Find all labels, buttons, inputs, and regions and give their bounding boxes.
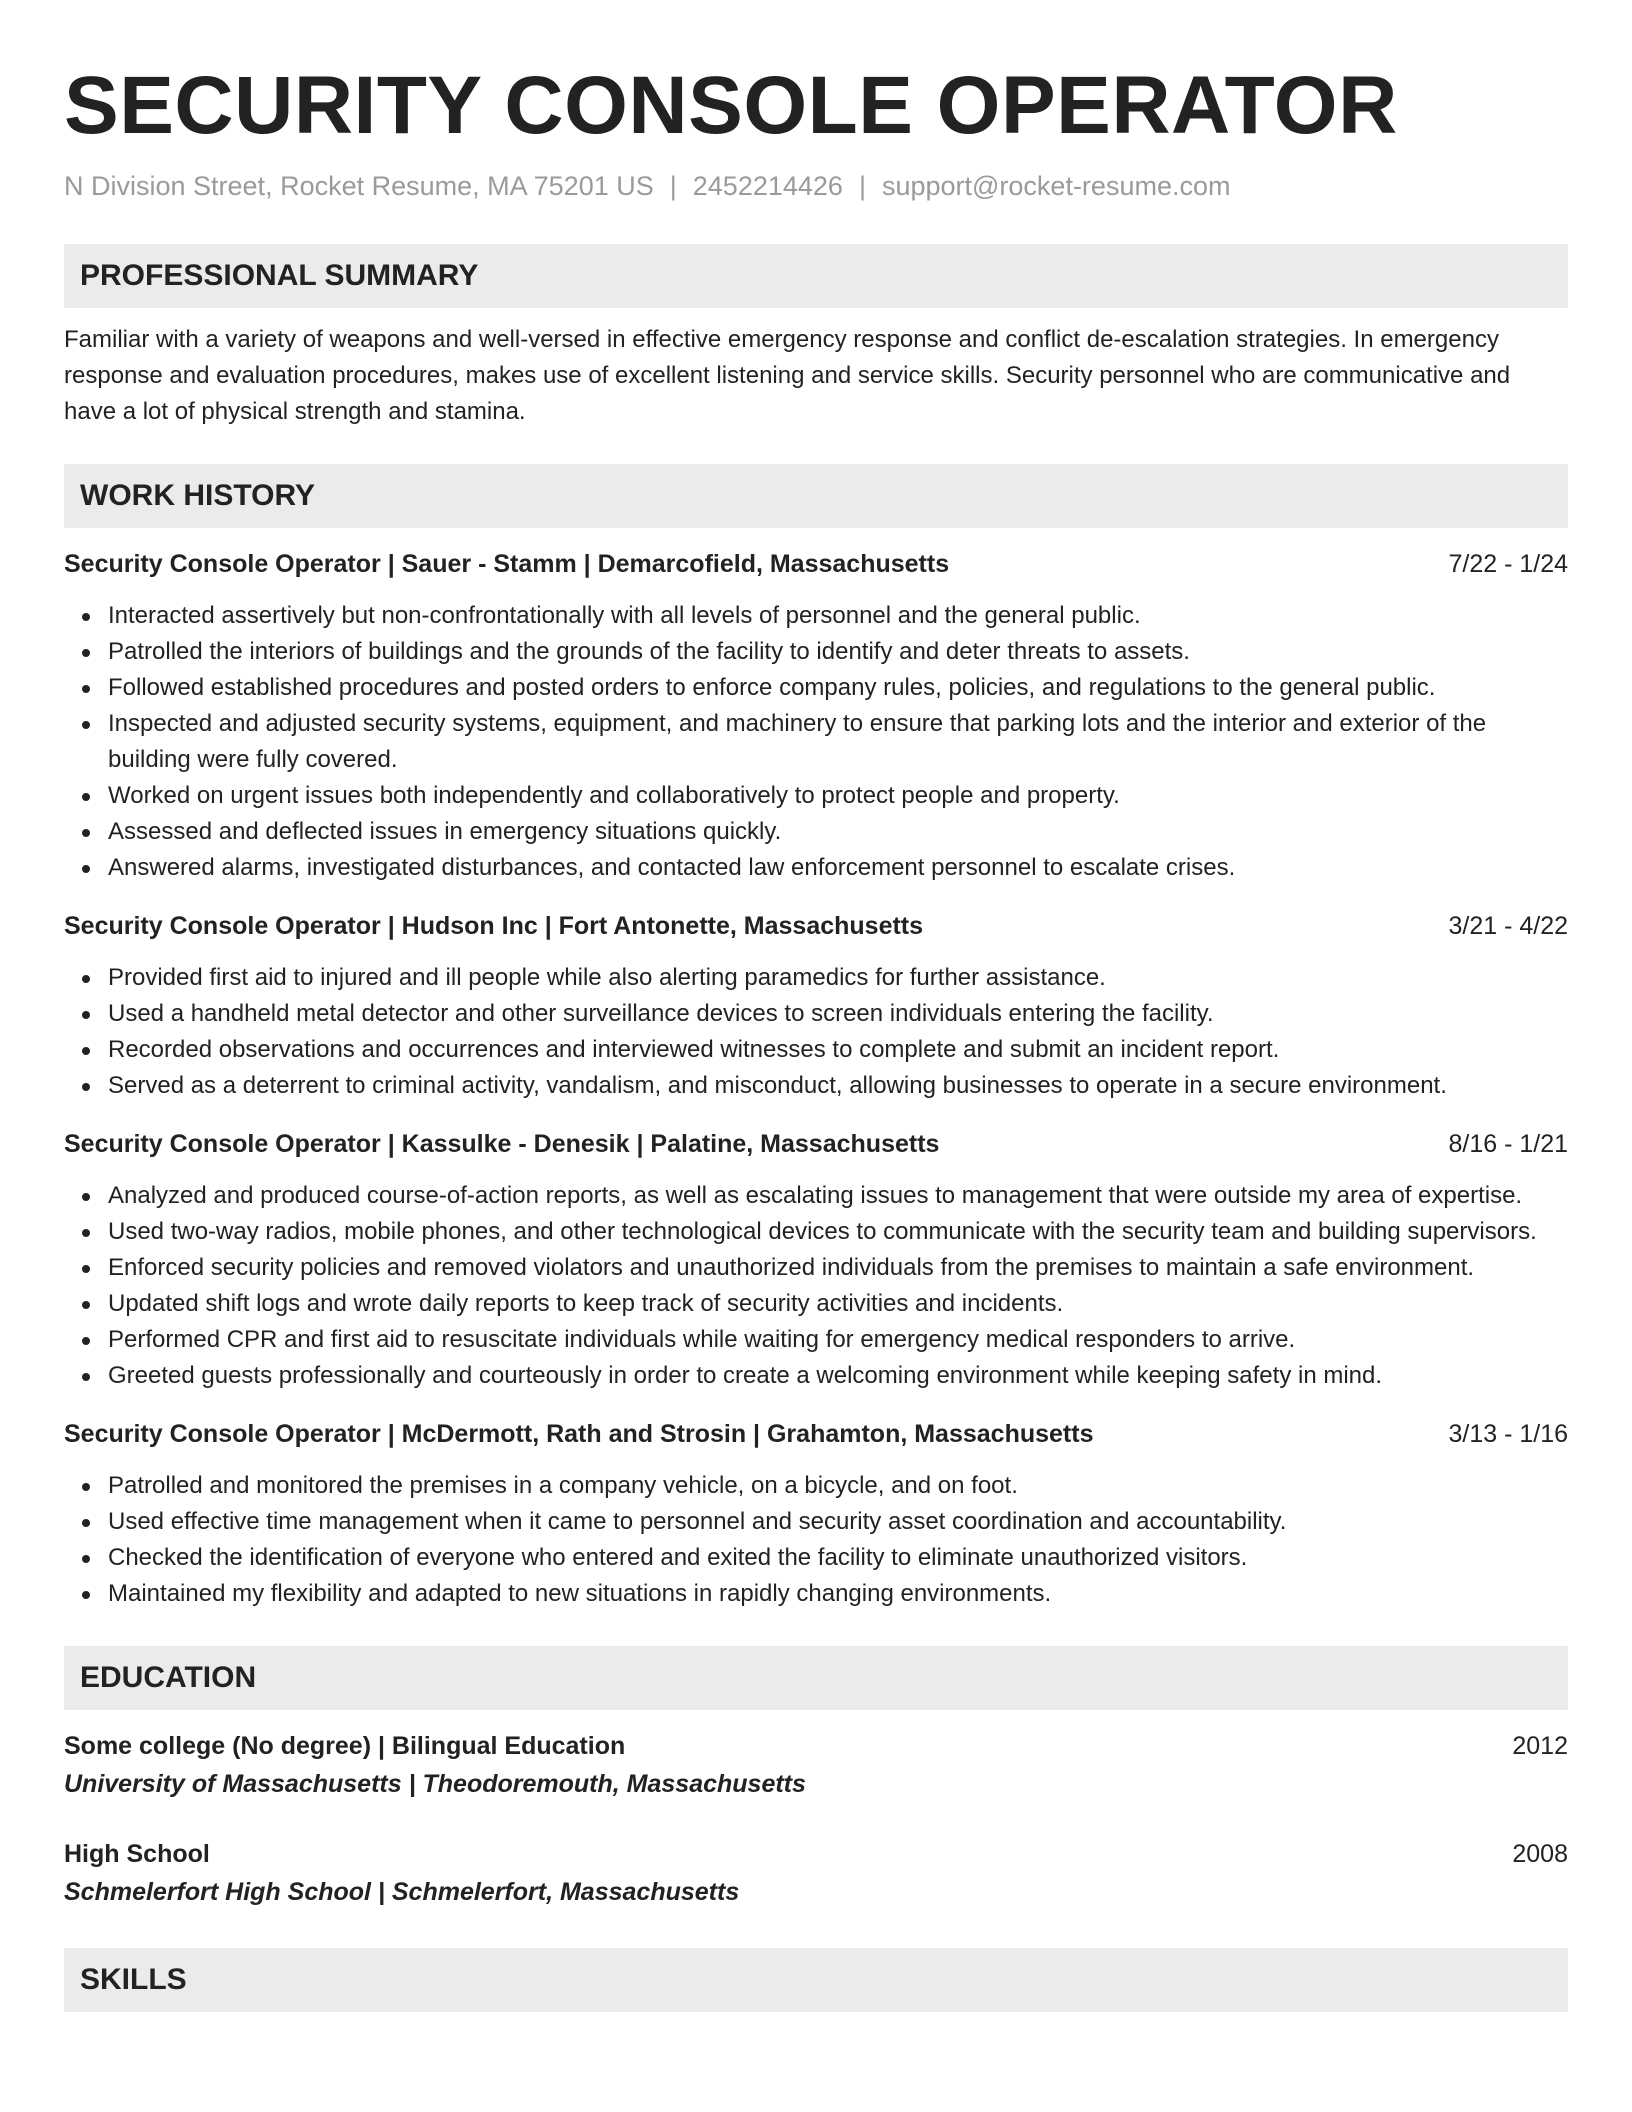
bullet-item: Greeted guests professionally and courteously in order to create a welcoming environment while keeping safety in mind. [108, 1358, 1568, 1394]
job-dates: 7/22 - 1/24 [1448, 550, 1568, 578]
job-header [64, 1126, 1568, 1162]
bullet-item: Interacted assertively but non-confrontationally with all levels of personnel and the general public. [108, 598, 1568, 634]
bullet-item: Used a handheld metal detector and other surveillance devices to screen individuals entering the facility. [108, 996, 1568, 1032]
contact-address: N Division Street, Rocket Resume, MA 75201 US [64, 171, 654, 201]
job-dates: 3/21 - 4/22 [1448, 912, 1568, 940]
bullet-item: Provided first aid to injured and ill people while also alerting paramedics for further assistance. [108, 960, 1568, 996]
bullet-item: Worked on urgent issues both independently and collaboratively to protect people and property. [108, 778, 1568, 814]
section-header-education: EDUCATION [64, 1646, 1568, 1710]
job-bullets [64, 960, 1568, 1104]
summary-text: Familiar with a variety of weapons and well-versed in effective emergency response and conflict de-escalation strategies. In emergency response and evaluation procedures, makes use of excellent listening and service skills. Security personnel who are communicative and have a lot of physical strength and stamina. [64, 326, 1511, 425]
job-bullets [64, 1178, 1568, 1394]
contact-phone: 2452214426 [692, 171, 843, 201]
bullet-item: Patrolled and monitored the premises in a company vehicle, on a bicycle, and on foot. [108, 1468, 1568, 1504]
bullet-item: Served as a deterrent to criminal activity, vandalism, and misconduct, allowing businesses to operate in a secure environment. [108, 1068, 1568, 1104]
bullet-item: Assessed and deflected issues in emergency situations quickly. [108, 814, 1568, 850]
bullet-item: Checked the identification of everyone who entered and exited the facility to eliminate unauthorized visitors. [108, 1540, 1568, 1576]
education-year: 2008 [1512, 1840, 1568, 1868]
job-title: Security Console Operator | Sauer - Stamm | Demarcofield, Massachusetts [64, 550, 950, 578]
education-degree: High School [64, 1840, 210, 1868]
education-header [64, 1836, 1568, 1872]
bullet-item: Performed CPR and first aid to resuscitate individuals while waiting for emergency medical responders to arrive. [108, 1322, 1568, 1358]
section-header-work-history: WORK HISTORY [64, 464, 1568, 528]
bullet-item: Recorded observations and occurrences and interviewed witnesses to complete and submit an incident report. [108, 1032, 1568, 1068]
job-title: Security Console Operator | McDermott, Rath and Strosin | Grahamton, Massachusetts [64, 1420, 1094, 1448]
job-bullets [64, 1468, 1568, 1612]
bullet-item: Enforced security policies and removed violators and unauthorized individuals from the premises to maintain a safe environment. [108, 1250, 1568, 1286]
contact-separator: | [858, 171, 866, 201]
job-dates: 3/13 - 1/16 [1448, 1420, 1568, 1448]
job-title: Security Console Operator | Kassulke - Denesik | Palatine, Massachusetts [64, 1130, 940, 1158]
bullet-item: Answered alarms, investigated disturbances, and contacted law enforcement personnel to escalate crises. [108, 850, 1568, 886]
job-dates: 8/16 - 1/21 [1448, 1130, 1568, 1158]
bullet-item: Used effective time management when it came to personnel and security asset coordination and accountability. [108, 1504, 1568, 1540]
bullet-item: Inspected and adjusted security systems, equipment, and machinery to ensure that parking lots and the interior and exterior of the building were fully covered. [108, 706, 1568, 778]
education-school: Schmelerfort High School | Schmelerfort, Massachusetts [64, 1878, 740, 1906]
contact-line [64, 168, 1568, 204]
job-bullets [64, 598, 1568, 886]
job-title: Security Console Operator | Hudson Inc | Fort Antonette, Massachusetts [64, 912, 924, 940]
section-header-skills: SKILLS [64, 1948, 1568, 2012]
bullet-item: Updated shift logs and wrote daily reports to keep track of security activities and incidents. [108, 1286, 1568, 1322]
contact-email: support@rocket-resume.com [881, 171, 1231, 201]
bullet-item: Patrolled the interiors of buildings and the grounds of the facility to identify and deter threats to assets. [108, 634, 1568, 670]
resume-page [64, 0, 1568, 2012]
education-year: 2012 [1512, 1732, 1568, 1760]
bullet-item: Analyzed and produced course-of-action reports, as well as escalating issues to management that were outside my area of expertise. [108, 1178, 1568, 1214]
job-header [64, 908, 1568, 944]
job-header [64, 546, 1568, 582]
contact-separator: | [669, 171, 677, 201]
candidate-name: SECURITY CONSOLE OPERATOR [64, 60, 1398, 151]
job-header [64, 1416, 1568, 1452]
education-degree: Some college (No degree) | Bilingual Education [64, 1732, 626, 1760]
bullet-item: Maintained my flexibility and adapted to new situations in rapidly changing environments. [108, 1576, 1568, 1612]
bullet-item: Used two-way radios, mobile phones, and other technological devices to communicate with the security team and building supervisors. [108, 1214, 1568, 1250]
bullet-item: Followed established procedures and posted orders to enforce company rules, policies, and regulations to the general public. [108, 670, 1568, 706]
section-header-summary: PROFESSIONAL SUMMARY [64, 244, 1568, 308]
education-school: University of Massachusetts | Theodoremouth, Massachusetts [64, 1770, 806, 1798]
education-header [64, 1728, 1568, 1764]
